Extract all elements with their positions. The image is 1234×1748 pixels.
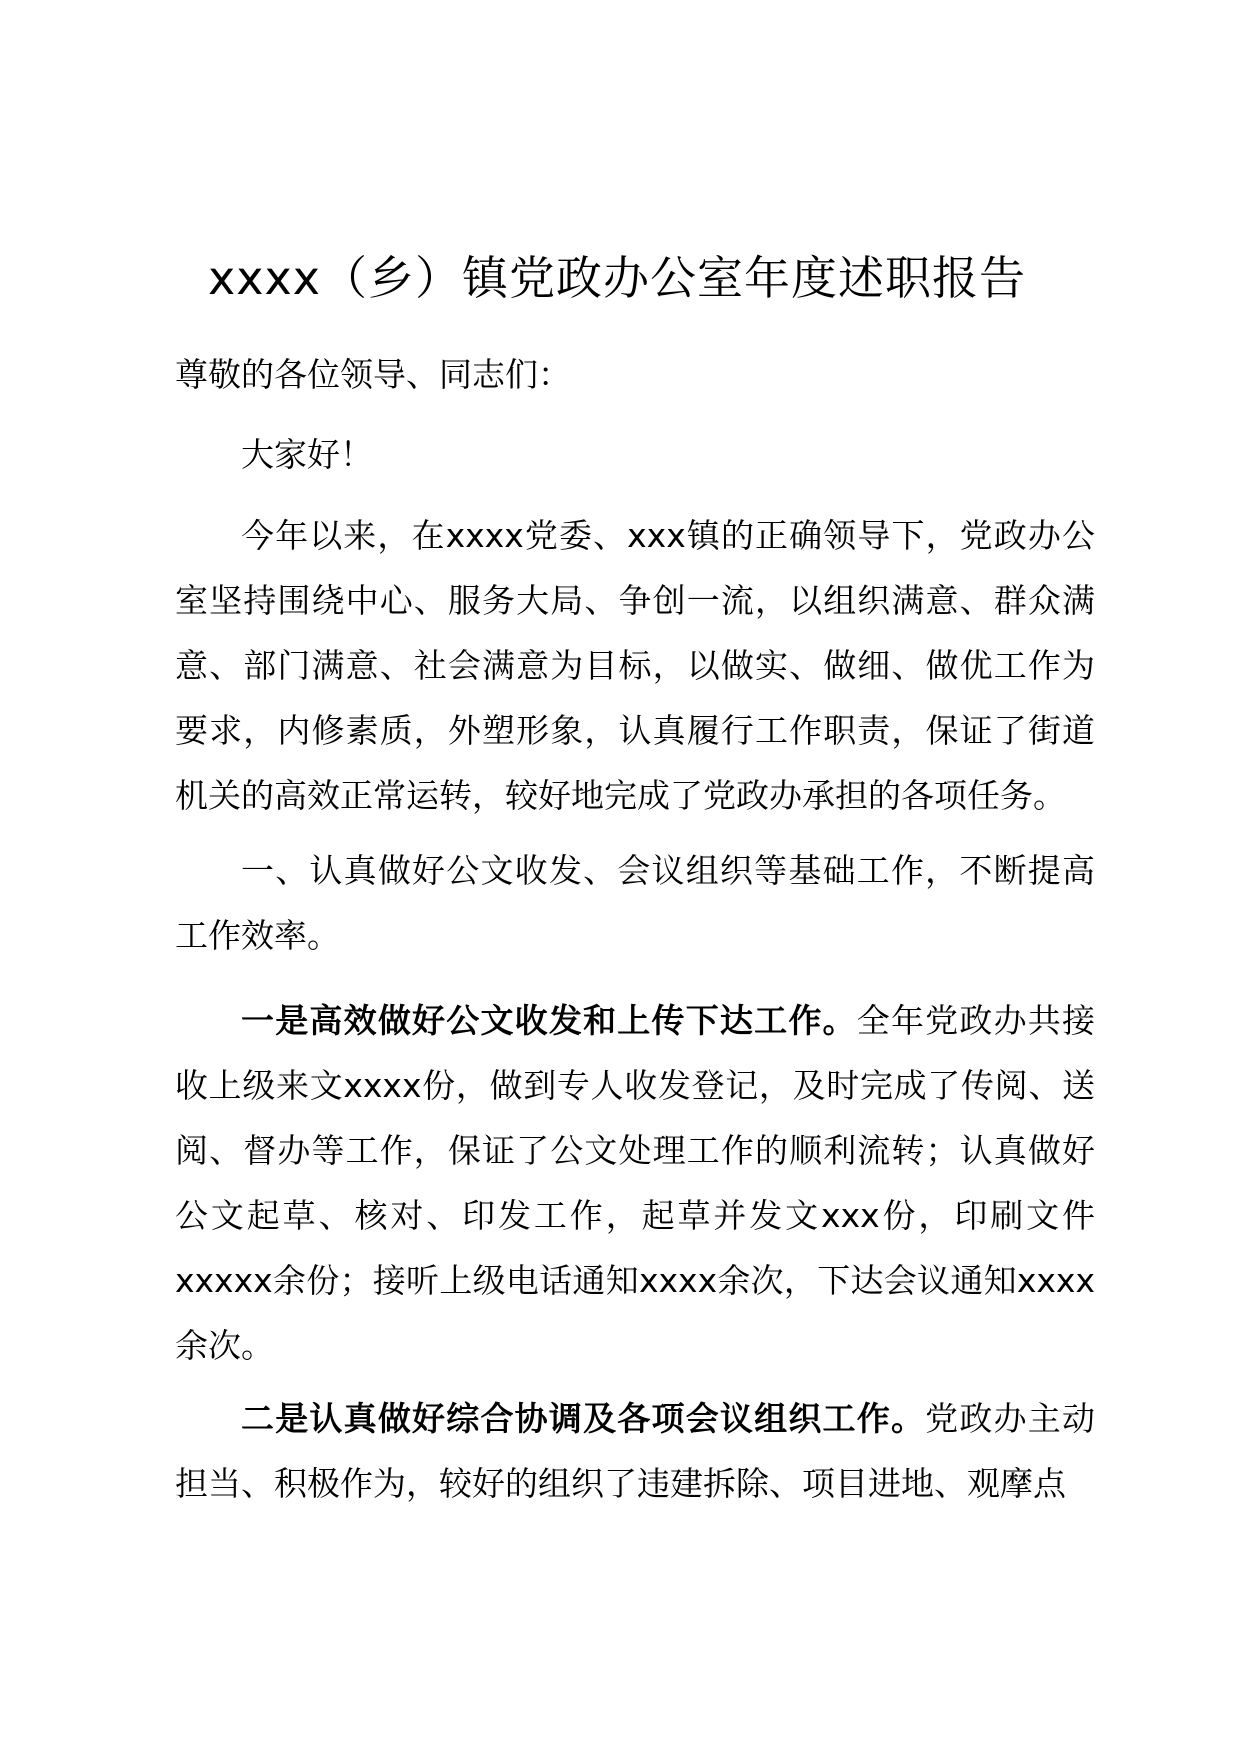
- greeting: 大家好！: [241, 435, 373, 474]
- section-item-2: [175, 1386, 1095, 1516]
- document-title: xxxx（乡）镇党政办公室年度述职报告: [208, 251, 1026, 305]
- item-body-text: 全年党政办共接收上级来文xxxx份，做到专人收发登记，及时完成了传阅、送阅、督办等工作，保证了公文处理工作的顺利流转；认真做好公文起草、核对、印发工作，起草并发文xxx份，印刷文件xxxxx余份；接听上级电话通知xxxx余次，下达会议通知xxxx余次。: [175, 1001, 1096, 1365]
- item-lead-text: 一是高效做好公文收发和上传下达工作。: [241, 1001, 857, 1040]
- salutation: 尊敬的各位领导、同志们：: [175, 355, 571, 394]
- item-lead-text: 二是认真做好综合协调及各项会议组织工作。: [241, 1399, 926, 1438]
- intro-paragraph: 今年以来，在xxxx党委、xxx镇的正确领导下，党政办公室坚持围绕中心、服务大局、争创一流，以组织满意、群众满意、部门满意、社会满意为目标，以做实、做细、做优工作为要求，内修素质，外塑形象，认真履行工作职责，保证了街道机关的高效正常运转，较好地完成了党政办承担的各项任务。: [175, 516, 1095, 815]
- section-item-1: [175, 988, 1095, 1378]
- section-heading-1: 一、认真做好公文收发、会议组织等基础工作，不断提高工作效率。: [175, 851, 1095, 955]
- item-body-text: 党政办主动担当、积极作为，较好的组织了违建拆除、项目进地、观摩点: [175, 1399, 1096, 1503]
